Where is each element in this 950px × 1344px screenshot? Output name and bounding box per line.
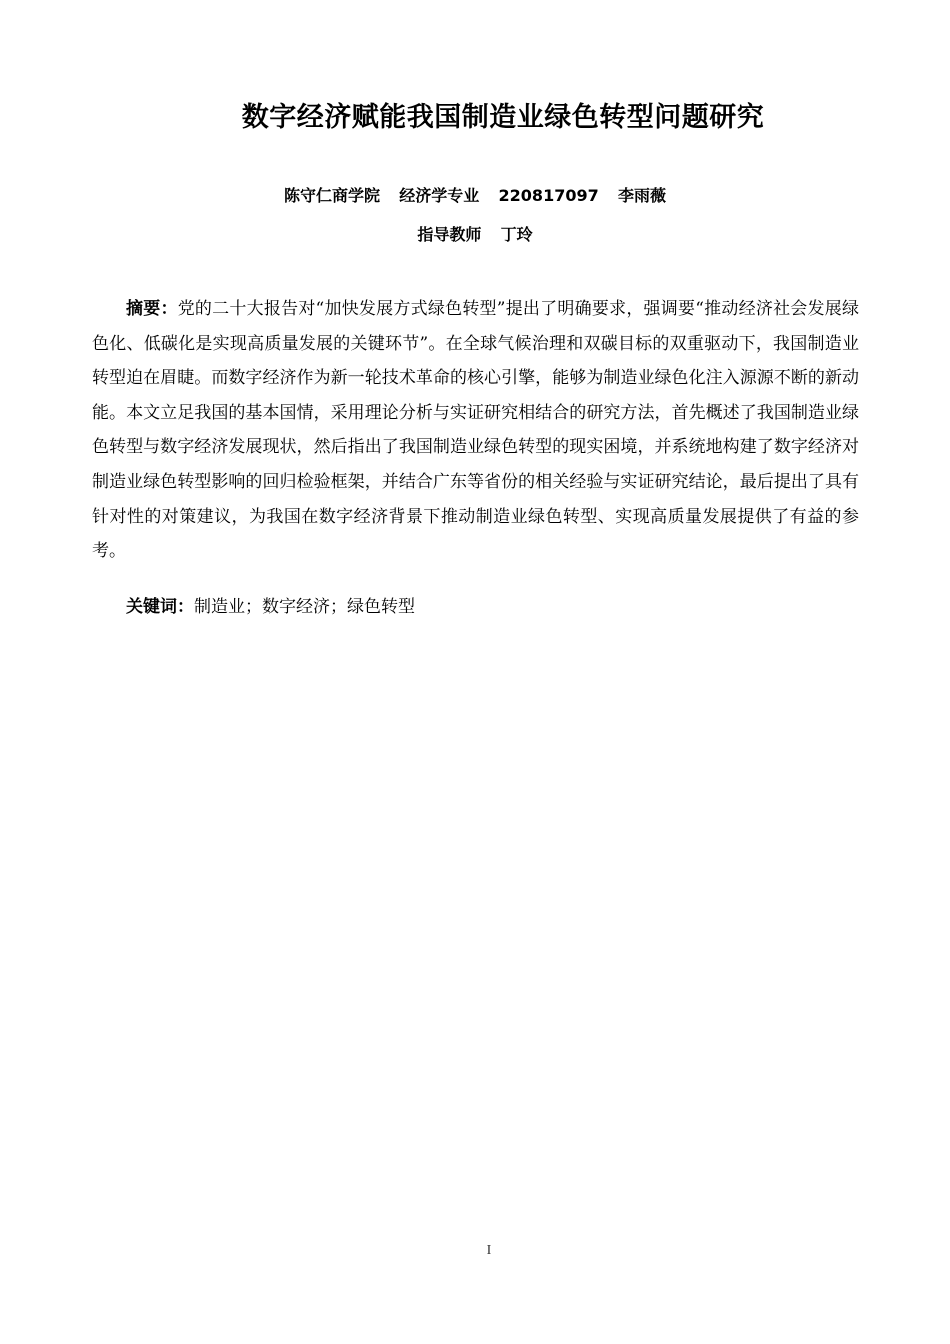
page-number: I [486, 1243, 492, 1258]
page-title: 数字经济赋能我国制造业绿色转型问题研究 [241, 102, 765, 133]
abstract-label: 摘要： [126, 299, 178, 319]
abstract-text: 党的二十大报告对“加快发展方式绿色转型”提出了明确要求，强调要“推动经济社会发展绿色化、低碳化是实现高质量发展的关键环节”。在全球气候治理和双碳目标的双重驱动下，我国制造业转型迫在眉睫。而数字经济作为新一轮技术革命的核心引擎，能够为制造业绿色化注入源源不断的新动能。本文立足我国的基本国情，采用理论分析与实证研究相结合的研究方法，首先概述了我国制造业绿色转型与数字经济发展现状，然后指出了我国制造业绿色转型的现实困境，并系统地构建了数字经济对制造业绿色转型影响的回归检验框架，并结合广东等省份的相关经验与实证研究结论，最后提出了具有针对性的对策建议，为我国在数字经济背景下推动制造业绿色转型、实现高质量发展提供了有益的参考。 [92, 299, 860, 562]
advisor-name: 丁玲 [500, 225, 533, 244]
advisor-line [0, 222, 950, 248]
advisor-label: 指导教师 [417, 225, 482, 244]
author-school: 陈守仁商学院 [283, 186, 380, 205]
author-name: 李雨薇 [618, 186, 667, 205]
keywords-line [92, 590, 859, 625]
author-major: 经济学专业 [399, 186, 480, 205]
keywords-label: 关键词： [126, 597, 194, 617]
author-student-id: 220817097 [498, 186, 599, 205]
keywords-text: 制造业；数字经济；绿色转型 [194, 597, 415, 617]
author-line [0, 183, 950, 209]
abstract-paragraph [92, 292, 859, 569]
